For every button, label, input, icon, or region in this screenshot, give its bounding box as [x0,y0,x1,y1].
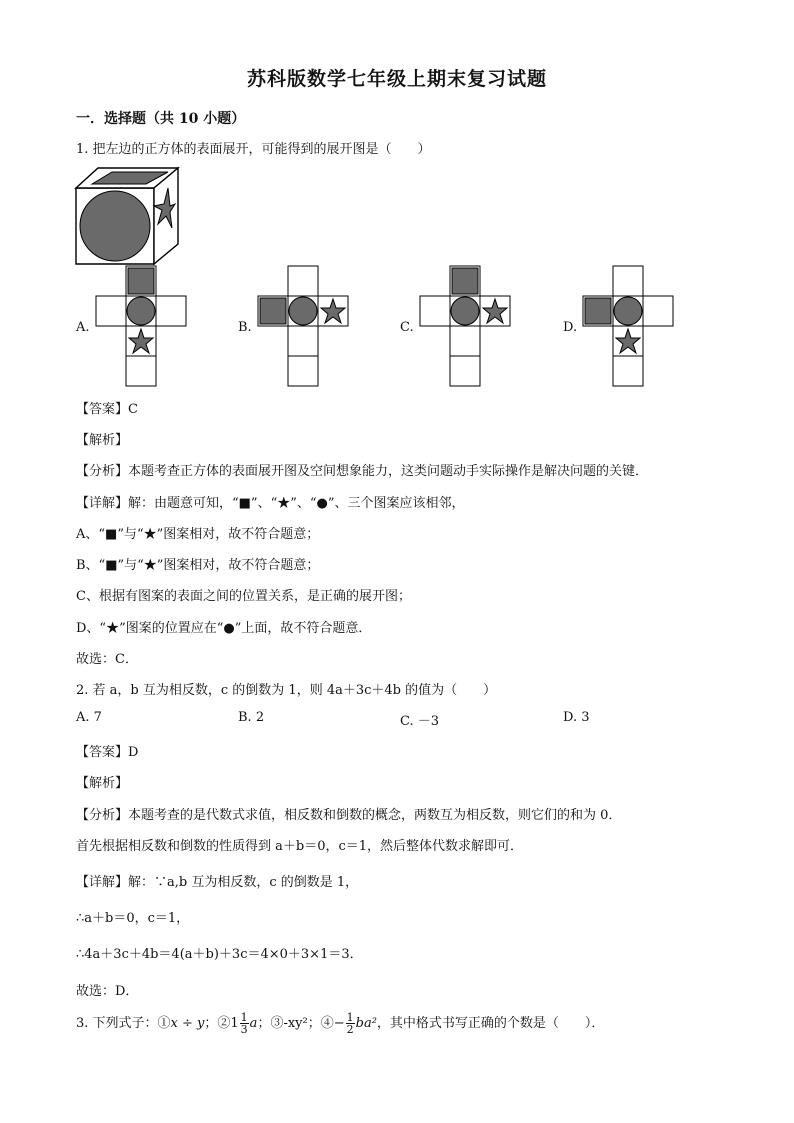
circle-shape [289,297,317,325]
q2-step1: ∴a＋b＝0，c＝1， [76,911,190,926]
q1-line-c: C、根据有图案的表面之间的位置关系，是正确的展开图； [76,589,411,604]
q2-analysis: 【分析】本题考查的是代数式求值，相反数和倒数的概念，两数互为相反数，则它们的和为 0． [76,808,622,823]
q3-fraction-1 [240,1012,249,1035]
q1-stem: 1. 把左边的正方体的表面展开，可能得到的展开图是（ ） [76,142,431,157]
q1-line-d: D、“★”图案的位置应在“●”上面，故不符合题意． [76,621,372,636]
circle-shape [127,297,155,325]
q2-option-b[interactable]: B. 2 [238,710,265,725]
square-shape [585,298,611,324]
q1-analysis: 【分析】本题考查正方体的表面展开图及空间想象能力，这类问题动手实际操作是解决问题的关键． [76,464,649,479]
q3-stem [76,1010,604,1038]
q2-option-d[interactable]: D. 3 [563,710,590,725]
q3-fraction-1-den: 3 [240,1023,248,1036]
q2-option-a[interactable]: A. 7 [76,710,102,725]
q1-option-c-label: C. [400,320,414,335]
q1-detail: 【详解】解：由题意可知，“■”、“★”、“●”、三个图案应该相邻， [76,496,465,511]
q1-option-d-label: D. [563,320,578,335]
square-shape [260,298,286,324]
q2-choose: 故选：D． [76,984,139,999]
q1-option-b-label: B. [238,320,252,335]
q1-analysis-head: 【解析】 [76,433,129,448]
net-option-d[interactable] [583,266,675,386]
q3-fraction-1-num: 1 [240,1011,248,1024]
q3-sep3: ；③-xy²；④− [257,1016,345,1031]
q1-line-b: B、“■”与“★”图案相对，故不符合题意； [76,558,320,573]
section-heading: 一．选择题（共 10 小题） [76,111,246,127]
circle-shape [80,191,150,261]
q2-analysis2: 首先根据相反数和倒数的性质得到 a＋b＝0，c＝1，然后整体代数求解即可． [76,839,524,854]
circle-shape [614,297,642,325]
q1-line-a: A、“■”与“★”图案相对，故不符合题意； [76,527,320,542]
q1-choose: 故选：C． [76,652,138,667]
square-shape [128,268,154,294]
cube-figure [76,166,186,266]
net-option-a[interactable] [96,266,188,386]
q3-sep2: ；②1 [204,1016,239,1031]
net-option-b[interactable] [258,266,350,386]
circle-shape [451,297,479,325]
q3-suffix: ，其中格式书写正确的个数是（ ）． [376,1016,605,1031]
square-shape [452,268,478,294]
q3-prefix: 3. 下列式子：① [76,1016,171,1031]
q2-analysis-head: 【解析】 [76,776,129,791]
q2-answer: 【答案】D [76,745,139,760]
q1-option-a-label: A. [76,320,90,335]
q3-item1: x ÷ y [170,1016,205,1031]
q2-stem: 2. 若 a，b 互为相反数，c 的倒数为 1，则 4a＋3c＋4b 的值为（ ） [76,683,497,698]
q1-answer: 【答案】C [76,402,138,417]
q3-fraction-2-den: 2 [346,1023,354,1036]
net-option-c[interactable] [420,266,512,386]
q2-step2: ∴4a＋3c＋4b＝4(a＋b)＋3c＝4×0＋3×1＝3． [76,947,363,962]
q3-item2-tail: a [249,1016,258,1031]
q3-fraction-2-num: 1 [346,1011,354,1024]
q3-item4-tail: ba² [355,1016,377,1031]
q2-option-c[interactable]: C. －3 [400,714,440,729]
page-title: 苏科版数学七年级上期末复习试题 [246,68,547,90]
q2-detail: 【详解】解：∵a,b 互为相反数，c 的倒数是 1， [76,875,359,890]
q3-fraction-2 [346,1012,355,1035]
